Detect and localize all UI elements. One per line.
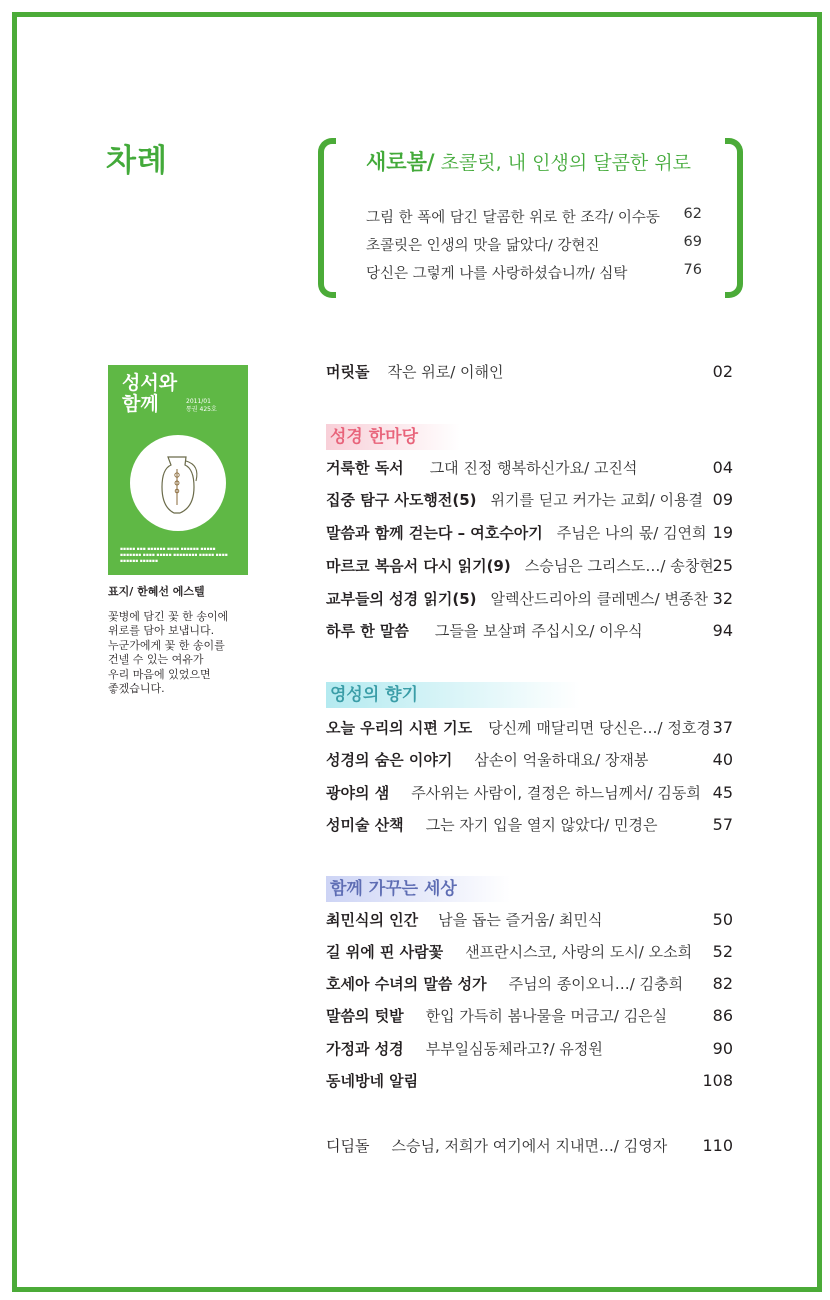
page-number: 09 (712, 490, 733, 509)
page-number: 110 (702, 1136, 733, 1155)
article-title: 그대 진정 행복하신가요/ 고진석 (429, 459, 638, 477)
column-name: 광야의 샘 (326, 784, 390, 802)
column-name: 거룩한 독서 (326, 459, 404, 477)
page-number: 50 (712, 910, 733, 929)
article-title: 주님은 나의 몫/ 김연희 (556, 524, 707, 542)
section-heading: 영성의 향기 (326, 682, 580, 708)
toc-entry[interactable] (326, 783, 733, 803)
article-title: 샌프란시스코, 사랑의 도시/ 오소희 (465, 943, 693, 961)
column-name: 가정과 성경 (326, 1040, 404, 1058)
page-number: 04 (712, 458, 733, 477)
feature-item[interactable] (366, 206, 702, 227)
toc-entry[interactable] (326, 1039, 733, 1059)
toc-entry[interactable] (326, 815, 733, 835)
column-name: 하루 한 말씀 (326, 622, 409, 640)
article-title: 그는 자기 입을 열지 않았다/ 민경은 (425, 816, 658, 834)
page-number: 37 (712, 718, 733, 737)
feature-left-bracket (318, 138, 336, 298)
cover-fine-print: ▪▪▪▪▪ ▪▪▪ ▪▪▪▪▪▪ ▪▪▪▪ ▪▪▪▪▪▪ ▪▪▪▪▪ ▪▪▪▪▪▪▪ ▪▪▪▪ ▪▪▪▪▪ ▪▪▪▪▪▪▪▪ ▪▪▪▪▪ ▪▪▪▪ ▪▪▪▪▪▪ ▪▪▪▪▪▪ (120, 547, 228, 564)
page-number: 86 (712, 1006, 733, 1025)
feature-item-text: 초콜릿은 인생의 맛을 닮았다/ 강현진 (366, 238, 600, 254)
column-name: 말씀의 텃밭 (326, 1007, 404, 1025)
column-name: 최민식의 인간 (326, 911, 419, 929)
toc-entry[interactable] (326, 1071, 733, 1091)
article-title: 스승님은 그리스도…/ 송창현 (524, 557, 714, 575)
page-number: 94 (712, 621, 733, 640)
column-name: 마르코 복음서 다시 읽기(9) (326, 557, 511, 575)
page-number: 19 (712, 523, 733, 542)
cover-caption-text: 꽃병에 담긴 꽃 한 송이에 위로를 담아 보냅니다. 누군가에게 꽃 한 송이를 건넬 수 있는 여유가 우리 마음에 있었으면 좋겠습니다. (108, 609, 229, 695)
section-heading: 성경 한마당 (326, 424, 460, 450)
toc-entry[interactable] (326, 362, 733, 382)
feature-item-page: 76 (683, 262, 702, 278)
feature-heading (366, 146, 691, 176)
toc-entry[interactable] (326, 458, 733, 478)
article-title: 부부일심동체라고?/ 유정원 (425, 1040, 603, 1058)
toc-entry[interactable] (326, 1006, 733, 1026)
article-title: 스승님, 저희가 여기에서 지내면…/ 김영자 (391, 1137, 668, 1155)
page-number: 45 (712, 783, 733, 802)
column-name: 길 위에 핀 사람꽃 (326, 943, 444, 961)
article-title: 한입 가득히 봄나물을 머금고/ 김은실 (425, 1007, 668, 1025)
feature-item[interactable] (366, 234, 702, 255)
page-number: 82 (712, 974, 733, 993)
toc-entry[interactable] (326, 942, 733, 962)
column-name: 동네방네 알림 (326, 1072, 419, 1090)
cover-image (108, 365, 248, 575)
column-name: 머릿돌 (326, 363, 370, 381)
feature-theme: 초콜릿, 내 인생의 달콤한 위로 (440, 152, 692, 174)
column-name: 성경의 숨은 이야기 (326, 751, 453, 769)
toc-title: 차례 (106, 143, 168, 179)
toc-entry[interactable] (326, 750, 733, 770)
toc-entry[interactable] (326, 523, 733, 543)
column-name: 오늘 우리의 시편 기도 (326, 719, 473, 737)
article-title: 삼손이 억울하대요/ 장재봉 (474, 751, 649, 769)
toc-entry[interactable] (326, 718, 733, 738)
feature-item[interactable] (366, 262, 702, 283)
feature-item-text: 당신은 그렇게 나를 사랑하셨습니까/ 심탁 (366, 266, 628, 282)
cover-illustration (130, 435, 226, 531)
toc-entry[interactable] (326, 1136, 733, 1156)
page-number: 90 (712, 1039, 733, 1058)
column-name: 집중 탐구 사도행전(5) (326, 491, 477, 509)
column-name: 호세아 수녀의 말씀 성가 (326, 975, 487, 993)
feature-section-label: 새로봄/ (366, 150, 435, 174)
vase-icon (130, 435, 226, 531)
column-name: 말씀과 함께 걷는다 – 여호수아기 (326, 524, 543, 542)
cover-title: 성서와 함께 (122, 372, 178, 415)
cover-issue: 2011/01 통권 425호 (186, 398, 217, 413)
article-title: 알렉산드리아의 클레멘스/ 변종찬 (490, 590, 708, 608)
feature-box (318, 138, 743, 300)
toc-entry[interactable] (326, 490, 733, 510)
article-title: 위기를 딛고 커가는 교회/ 이용결 (490, 491, 704, 509)
cover-caption-label: 표지/ 한혜선 에스텔 (108, 585, 205, 598)
article-title: 남을 돕는 즐거움/ 최민식 (438, 911, 603, 929)
toc-entry[interactable] (326, 910, 733, 930)
section-heading: 함께 가꾸는 세상 (326, 876, 510, 902)
toc-entry[interactable] (326, 974, 733, 994)
cover-caption (108, 585, 258, 697)
column-name: 성미술 산책 (326, 816, 404, 834)
article-title: 그들을 보살펴 주십시오/ 이우식 (434, 622, 643, 640)
column-name: 교부들의 성경 읽기(5) (326, 590, 477, 608)
page-number: 25 (712, 556, 733, 575)
feature-right-bracket (725, 138, 743, 298)
page-number: 108 (702, 1071, 733, 1090)
page-number: 52 (712, 942, 733, 961)
toc-entry[interactable] (326, 556, 733, 576)
toc-entry[interactable] (326, 589, 733, 609)
article-title: 당신께 매달리면 당신은…/ 정호경 (488, 719, 711, 737)
page-number: 02 (712, 362, 733, 381)
column-name: 디딤돌 (326, 1137, 370, 1155)
page-number: 32 (712, 589, 733, 608)
feature-item-text: 그림 한 폭에 담긴 달콤한 위로 한 조각/ 이수동 (366, 210, 660, 226)
article-title: 주사위는 사람이, 결정은 하느님께서/ 김동희 (411, 784, 701, 802)
feature-item-page: 62 (683, 206, 702, 222)
feature-item-page: 69 (683, 234, 702, 250)
toc-entry[interactable] (326, 621, 733, 641)
article-title: 작은 위로/ 이해인 (387, 363, 504, 381)
page-number: 40 (712, 750, 733, 769)
page-number: 57 (712, 815, 733, 834)
article-title: 주님의 종이오니…/ 김충희 (508, 975, 684, 993)
